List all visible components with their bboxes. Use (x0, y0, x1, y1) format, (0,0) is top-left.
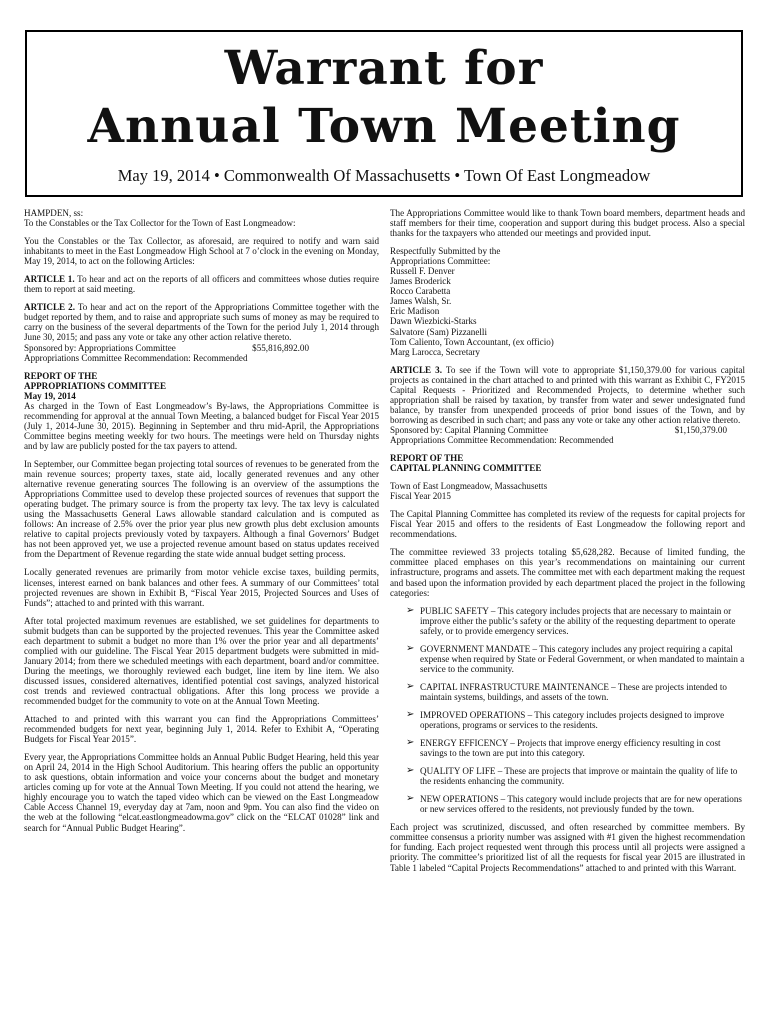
arrow-bullet-icon: ➢ (406, 642, 415, 654)
article-2-sponsor-row (24, 343, 379, 353)
article-2-label: ARTICLE 2. (24, 302, 75, 313)
thanks-paragraph: The Appropriations Committee would like to thank Town board members, department heads and staff members for their time, cooperation and support during this budget process. Also a special thanks for the taxpayers who attended our meetings and provided input. (390, 208, 745, 239)
article-1-text: To hear and act on the reports of all officers and committees whose duties require them to report at said meeting. (24, 274, 380, 295)
report-paragraph-1: As charged in the Town of East Longmeadow’s By-laws, the Appropriations Committee is recommending for approval at the annual Town Meeting, a balanced budget for Fiscal Year 2015 (July 1, 2014-June 30, 2015). Beginning in September and thru mid-April, the Appropriations Committee begins meeting weekly for two hours. The meetings were held on Thursday nights and by law are publicly posted for the tax payers to attend. (24, 400, 379, 451)
article-3-text: To see if the Town will vote to appropriate $1,150,379.00 for various capital projects as contained in the chart attached to and printed with this warrant as Exhibit C, FY2015 Capital Requests - Prioritized and Recommended Projects, to determine whether such appropriation shall be raised by taxation, by transfer from water and sewer undesignated fund balance, by transfer from unexpended proceeds of prior bond issues of the Town, and by borrowing as described in such chart; and pass any vote or take any other action relative thereto. (390, 364, 745, 425)
article-2-amount: $55,816,892.00 (252, 342, 309, 353)
list-item: ➢ NEW OPERATIONS – This category would include projects that are for new operations or new services offered to the residents, not previously funded by the town. (406, 793, 742, 815)
member-name: Dawn Wiezbicki-Starks (390, 316, 477, 327)
warrant-header (25, 30, 743, 197)
arrow-bullet-icon: ➢ (406, 604, 415, 616)
report-paragraph-4: After total projected maximum revenues are established, we set guidelines for departments to submit budgets than can be supported by the projected revenues. This year the Committee asked each department to submit a budget no more than 1% over the prior year and all departments’ complied with our guideline. The Fiscal Year 2015 department budgets were submitted in mid-January 2014; from there we scheduled meetings with each department, board and/or committee. During the meetings, we thoroughly reviewed each budget, line item by line item. We also discussed issues, considered alternatives, identified potential cost savings, analyzed historical cost trends and reviewed contractual obligations. After this long process we provide a recommended budget for the community to vote on at the Annual Town Meeting. (24, 615, 379, 707)
article-3-label: ARTICLE 3. (390, 364, 442, 375)
member-name: Russell F. Denver (390, 266, 455, 277)
warrant-subtitle: May 19, 2014 • Commonwealth Of Massachusetts • Town Of East Longmeadow (117, 166, 651, 185)
report-paragraph-3: Locally generated revenues are primarily from motor vehicle excise taxes, building permits, licenses, interest earned on bank balances and other fees. A summary of our Committees’ total projected revenues are shown in Exhibit B, “Fiscal Year 2015, Projected Sources and Uses of Funds”; attached to and printed with this warrant. (24, 567, 379, 608)
warrant-title (27, 40, 741, 156)
list-item: ➢ GOVERNMENT MANDATE – This category includes any project requiring a capital expense when required by State or Federal Government, or when mandated to maintain a service to the community. (406, 642, 745, 674)
salutation-county: HAMPDEN, ss: (24, 208, 84, 218)
arrow-bullet-icon: ➢ (406, 680, 415, 692)
report-heading-2: APPROPRIATIONS COMMITTEE (24, 380, 167, 391)
cpc-heading-2: CAPITAL PLANNING COMMITTEE (390, 463, 542, 474)
cpc-paragraph-3: Each project was scrutinized, discussed, and often researched by committee members. By committee consensus a priority number was assigned with #1 given the highest recommendation for funding. Each project requested went through this process until all projects were assigned a priority. The committee’s prioritized list of all the requests for fiscal year 2015 are illustrated in Table 1 labeled “Capital Projects Recommendations” attached to and printed with this Warrant. (390, 822, 745, 873)
cpc-heading-1: REPORT OF THE (390, 453, 464, 464)
intro-paragraph: You the Constables or the Tax Collector, as aforesaid, are required to notify and warn said inhabitants to meet in the East Longmeadow High School at 7 o’clock in the evening on Monday, May 19, 2014, to act on the following Articles: (24, 236, 379, 267)
cpc-fiscal-year: Fiscal Year 2015 (390, 491, 451, 502)
article-1-label: ARTICLE 1. (24, 274, 75, 285)
category-list (390, 606, 745, 815)
member-name: Eric Madison (390, 306, 440, 317)
article-2-text: To hear and act on the report of the Appropriations Committee together with the budget reported by them, and to raise and appropriate such sums of money as may be required to carry on the business of the several departments of the Town for the period July 1, 2014 through June 30, 2015; and pass any vote or take any other action relative thereto. (24, 302, 380, 343)
member-name: James Broderick (390, 276, 451, 287)
member-name: Tom Caliento, Town Accountant, (ex officio) (390, 336, 554, 347)
report-paragraph-2: In September, our Committee began projecting total sources of revenues to be generated from the main revenue sources; property taxes, state aid, locally generated revenues and any other alternative revenue generating sources The following is an overview of the assumptions the Appropriations Committee used to develop these projected sources of revenues that support the operating budget. The primary source is from the property tax levy. The tax levy is calculated using the Massachusetts General Laws allowable standard calculation and is computed as follows: An increase of 2.5% over the prior year plus new growth plus debt exclusion amounts relative to capital projects previously voted by taxpayers. Although a final Governors’ Budget has not been approved yet, we use a projected revenue amount based on status updates received from the Department of Revenue regarding the state wide annual budget setting process. (24, 458, 379, 560)
signature-block (390, 246, 745, 357)
respectfully-line: Respectfully Submitted by the (390, 246, 501, 257)
list-item: ➢ ENERGY EFFICENCY – Projects that improve energy efficiency resulting in cost savings to the town are put into this category. (406, 737, 721, 759)
arrow-bullet-icon: ➢ (406, 765, 415, 777)
arrow-bullet-icon: ➢ (406, 708, 415, 720)
member-name: James Walsh, Sr. (390, 296, 452, 307)
list-item: ➢ IMPROVED OPERATIONS – This category includes projects designed to improve operations, programs or services to the residents. (406, 708, 725, 731)
article-3-amount: $1,150,379.00 (674, 424, 727, 435)
salutation-addressee: To the Constables or the Tax Collector for the Town of East Longmeadow: (24, 218, 296, 229)
right-column (390, 208, 745, 881)
report-paragraph-6: Every year, the Appropriations Committee holds an Annual Public Budget Hearing, held this year on April 24, 2014 in the High School Auditorium. This hearing offers the public an opportunity to ask questions, obtain information and voice your concerns about the budget and monetary articles coming up for vote at the Annual Town Meeting. If you could not attend the hearing, we highly encourage you to watch the taped video which can be viewed on the East Longmeadow Cable Access Channel 19, everyday day at 7am, noon and 9pm. You can also find the video on the web at the following “elcat.eastlongmeadowma.gov” click on the “ELCAT 01028” link and search for “Annual Public Budget Hearing”. (24, 752, 379, 833)
article-3-sponsor-row (390, 425, 745, 435)
title-line-1: Warrant for (224, 41, 544, 96)
list-item: ➢ QUALITY OF LIFE – These are projects that improve or maintain the quality of life to the residents enhancing the community. (406, 765, 738, 787)
arrow-bullet-icon: ➢ (406, 737, 415, 749)
cpc-paragraph-2: The committee reviewed 33 projects totaling $5,628,282. Because of limited funding, the committee placed emphases on this year’s recommendations on maintaining our current infrastructure, programs and assets. The committee met with each department making the request and based upon the information provided by each department placed the project in the following categories: (390, 547, 745, 598)
article-2 (24, 302, 379, 362)
arrow-bullet-icon: ➢ (406, 793, 415, 805)
article-3 (390, 365, 745, 445)
title-line-2: Annual Town Meeting (87, 99, 681, 154)
cpc-place: Town of East Longmeadow, Massachusetts (390, 481, 548, 492)
report-date: May 19, 2014 (24, 390, 76, 401)
list-item: ➢ PUBLIC SAFETY – This category includes projects that are necessary to maintain or improve either the public’s safety or the ability of the requesting department to operate safely, or to provide emergency services. (406, 604, 736, 636)
article-3-sponsor: Sponsored by: Capital Planning Committee (390, 424, 549, 435)
article-3-recommendation: Appropriations Committee Recommendation: Recommended (390, 434, 614, 445)
article-2-sponsor: Sponsored by: Appropriations Committee (24, 342, 176, 353)
member-name: Salvatore (Sam) Pizzanelli (390, 326, 487, 337)
committee-label: Appropriations Committee: (390, 256, 491, 267)
left-column (24, 208, 379, 841)
report-heading-1: REPORT OF THE (24, 370, 98, 381)
member-name: Marg Larocca, Secretary (390, 346, 480, 357)
member-name: Rocco Carabetta (390, 286, 451, 297)
article-2-recommendation: Appropriations Committee Recommendation: Recommended (24, 352, 248, 363)
article-1 (24, 274, 379, 294)
cpc-paragraph-1: The Capital Planning Committee has completed its review of the requests for capital projects for Fiscal Year 2015 and offers to the residents of East Longmeadow the following report and recommendations. (390, 509, 745, 540)
list-item: ➢ CAPITAL INFRASTRUCTURE MAINTENANCE – These are projects intended to maintain systems, buildings, and assets of the town. (406, 680, 727, 702)
report-paragraph-5: Attached to and printed with this warrant you can find the Appropriations Committees’ recommended budgets for next year, beginning July 1, 2014. Refer to Exhibit A, “Operating Budgets for Fiscal Year 2015”. (24, 714, 379, 745)
